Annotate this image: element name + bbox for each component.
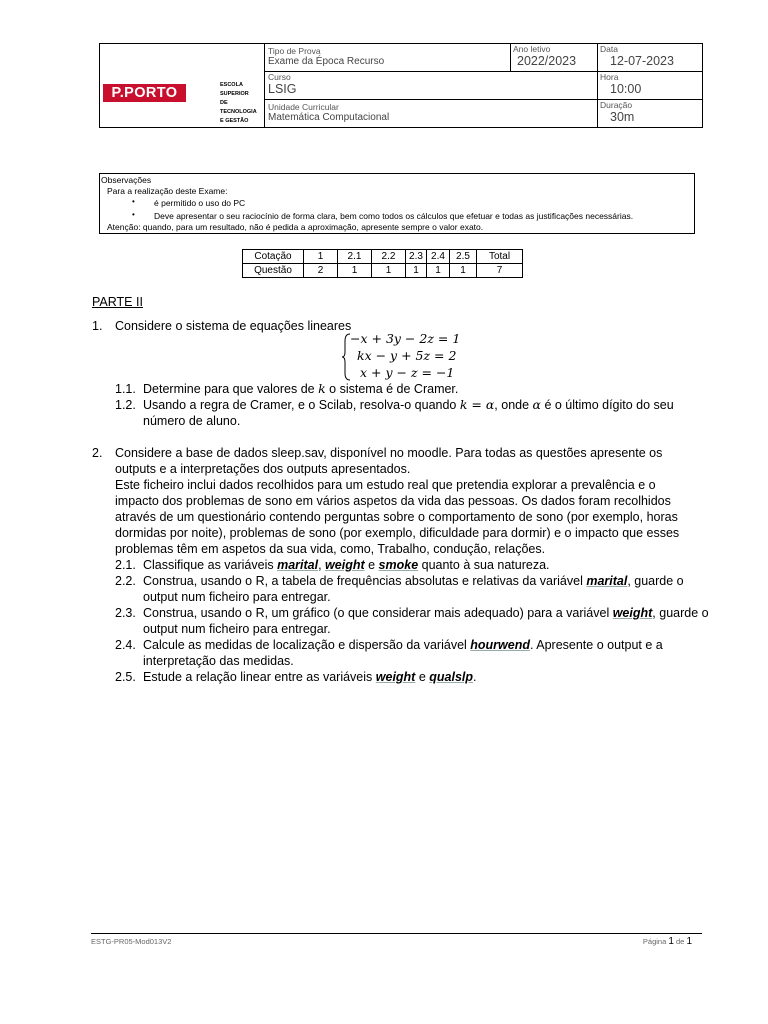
- tipo-prova-value: Exame da Época Recurso: [268, 56, 385, 67]
- equation-2: kx − y + 5z = 2: [357, 348, 457, 363]
- logo-area: [100, 44, 265, 128]
- hora-cell: [598, 72, 703, 100]
- table-cell: 2.2: [372, 250, 406, 264]
- table-cell: Cotação: [243, 250, 304, 264]
- data-label: Data: [600, 44, 618, 54]
- footer-code: ESTG-PR05-Mod013V2: [91, 937, 172, 946]
- observation-item: é permitido o uso do PC: [154, 198, 246, 208]
- table-cell: 1: [450, 264, 477, 278]
- table-row: [243, 264, 523, 278]
- table-cell: 1: [406, 264, 427, 278]
- table-cell: 1: [372, 264, 406, 278]
- observations-box: [99, 173, 695, 234]
- duracao-cell: [598, 100, 703, 128]
- subquestion-1-2: Usando a regra de Cramer, e o Scilab, resolva-o quando k = α, onde α é o último dígito do seu: [143, 397, 674, 412]
- data-value: 12-07-2023: [610, 54, 674, 68]
- data-cell: [598, 44, 703, 72]
- grading-table: [242, 249, 523, 278]
- part-title: PARTE II: [92, 295, 143, 309]
- school-name: ESCOLA SUPERIOR DE TECNOLOGIA E GESTÃO: [220, 82, 257, 124]
- table-cell: 2: [304, 264, 338, 278]
- subquestion-2-4-line2: interpretação das medidas.: [143, 654, 294, 668]
- subquestion-1-2-line2: número de aluno.: [143, 414, 241, 428]
- subquestion-number: 2.2.: [115, 574, 136, 588]
- subquestion-number: 2.5.: [115, 670, 136, 684]
- exam-header-table: [99, 43, 703, 128]
- table-cell: 1: [427, 264, 450, 278]
- table-cell: 2.3: [406, 250, 427, 264]
- observations-title: Observações: [101, 175, 152, 185]
- curso-value: LSIG: [268, 82, 297, 96]
- ano-letivo-cell: [511, 44, 598, 72]
- bullet-icon: •: [132, 197, 135, 206]
- question-1-text: Considere o sistema de equações lineares: [115, 319, 352, 333]
- subquestion-2-4: Calcule as medidas de localização e dispersão da variável hourwend. Apresente o output e a: [143, 638, 663, 652]
- table-cell: 2.1: [338, 250, 372, 264]
- subquestion-2-2: Construa, usando o R, a tabela de frequências absolutas e relativas da variável marital, guarde o: [143, 574, 684, 588]
- unidade-curricular-value: Matemática Computacional: [268, 112, 390, 123]
- observations-intro: Para a realização deste Exame:: [107, 186, 228, 196]
- equation-1: −x + 3y − 2z = 1: [350, 331, 461, 346]
- table-cell: 7: [477, 264, 523, 278]
- footer-page-number: Página 1 de 1: [642, 936, 692, 947]
- hora-label: Hora: [600, 72, 619, 82]
- table-cell: 2.4: [427, 250, 450, 264]
- question-number: 2.: [92, 446, 103, 460]
- question-number: 1.: [92, 319, 103, 333]
- table-cell: 2.5: [450, 250, 477, 264]
- subquestion-number: 2.1.: [115, 558, 136, 572]
- observation-item: Deve apresentar o seu raciocínio de forma clara, bem como todos os cálculos que efetuar e todas as justificações necessárias.: [154, 211, 634, 221]
- ano-letivo-value: 2022/2023: [517, 54, 577, 68]
- tipo-prova-cell: [265, 44, 511, 72]
- pporto-logo: P.PORTO: [103, 84, 186, 102]
- subquestion-number: 1.2.: [115, 398, 136, 412]
- table-cell: 1: [304, 250, 338, 264]
- equation-3: x + y − z = −1: [360, 365, 455, 380]
- tipo-prova-label: Tipo de Prova: [268, 46, 321, 56]
- duracao-value: 30m: [610, 110, 635, 124]
- table-cell: Questão: [243, 264, 304, 278]
- bullet-icon: •: [132, 210, 135, 219]
- hora-value: 10:00: [610, 82, 642, 96]
- footer-rule: [91, 933, 702, 934]
- subquestion-2-5: Estude a relação linear entre as variáveis weight e qualslp.: [143, 670, 477, 684]
- subquestion-number: 1.1.: [115, 382, 136, 396]
- attention-note: Atenção: quando, para um resultado, não é pedida a aproximação, apresente sempre o valor exato.: [107, 222, 484, 232]
- subquestion-number: 2.4.: [115, 638, 136, 652]
- curso-label: Curso: [268, 72, 291, 82]
- table-cell: Total: [477, 250, 523, 264]
- subquestion-2-1: Classifique as variáveis marital, weight e smoke quanto à sua natureza.: [143, 558, 550, 572]
- subquestion-2-2-line2: output num ficheiro para entregar.: [143, 590, 331, 604]
- unidade-curricular-cell: [265, 100, 598, 128]
- duracao-label: Duração: [600, 100, 633, 110]
- ano-letivo-label: Ano letivo: [513, 44, 551, 54]
- curso-cell: [265, 72, 598, 100]
- subquestion-number: 2.3.: [115, 606, 136, 620]
- table-row: [243, 250, 523, 264]
- unidade-curricular-label: Unidade Curricular: [268, 102, 339, 112]
- subquestion-2-3-line2: output num ficheiro para entregar.: [143, 622, 331, 636]
- table-cell: 1: [338, 264, 372, 278]
- subquestion-2-3: Construa, usando o R, um gráfico (o que considerar mais adequado) para a variável weight, guarde o: [143, 606, 709, 620]
- subquestion-1-1: Determine para que valores de k o sistema é de Cramer.: [143, 381, 459, 396]
- question-2-text: Considere a base de dados sleep.sav, disponível no moodle. Para todas as questões apresente os outputs e a interpretações dos outputs apresentados. Este ficheiro inclui dados recolhidos para um estudo real que pretendia explorar a prevalência e o impacto dos problemas de sono em vários aspetos da vida das pessoas. Os dados foram recolhidos através de um questionário contendo perguntas sobre o comportamento de sono (por exemplo, horas dormidas por noite), problemas de sono (por exemplo, dificuldade para dormir) e o impacto que esses problemas têm em aspetos da sua vida, como, Trabalho, condução, relações.: [115, 446, 680, 556]
